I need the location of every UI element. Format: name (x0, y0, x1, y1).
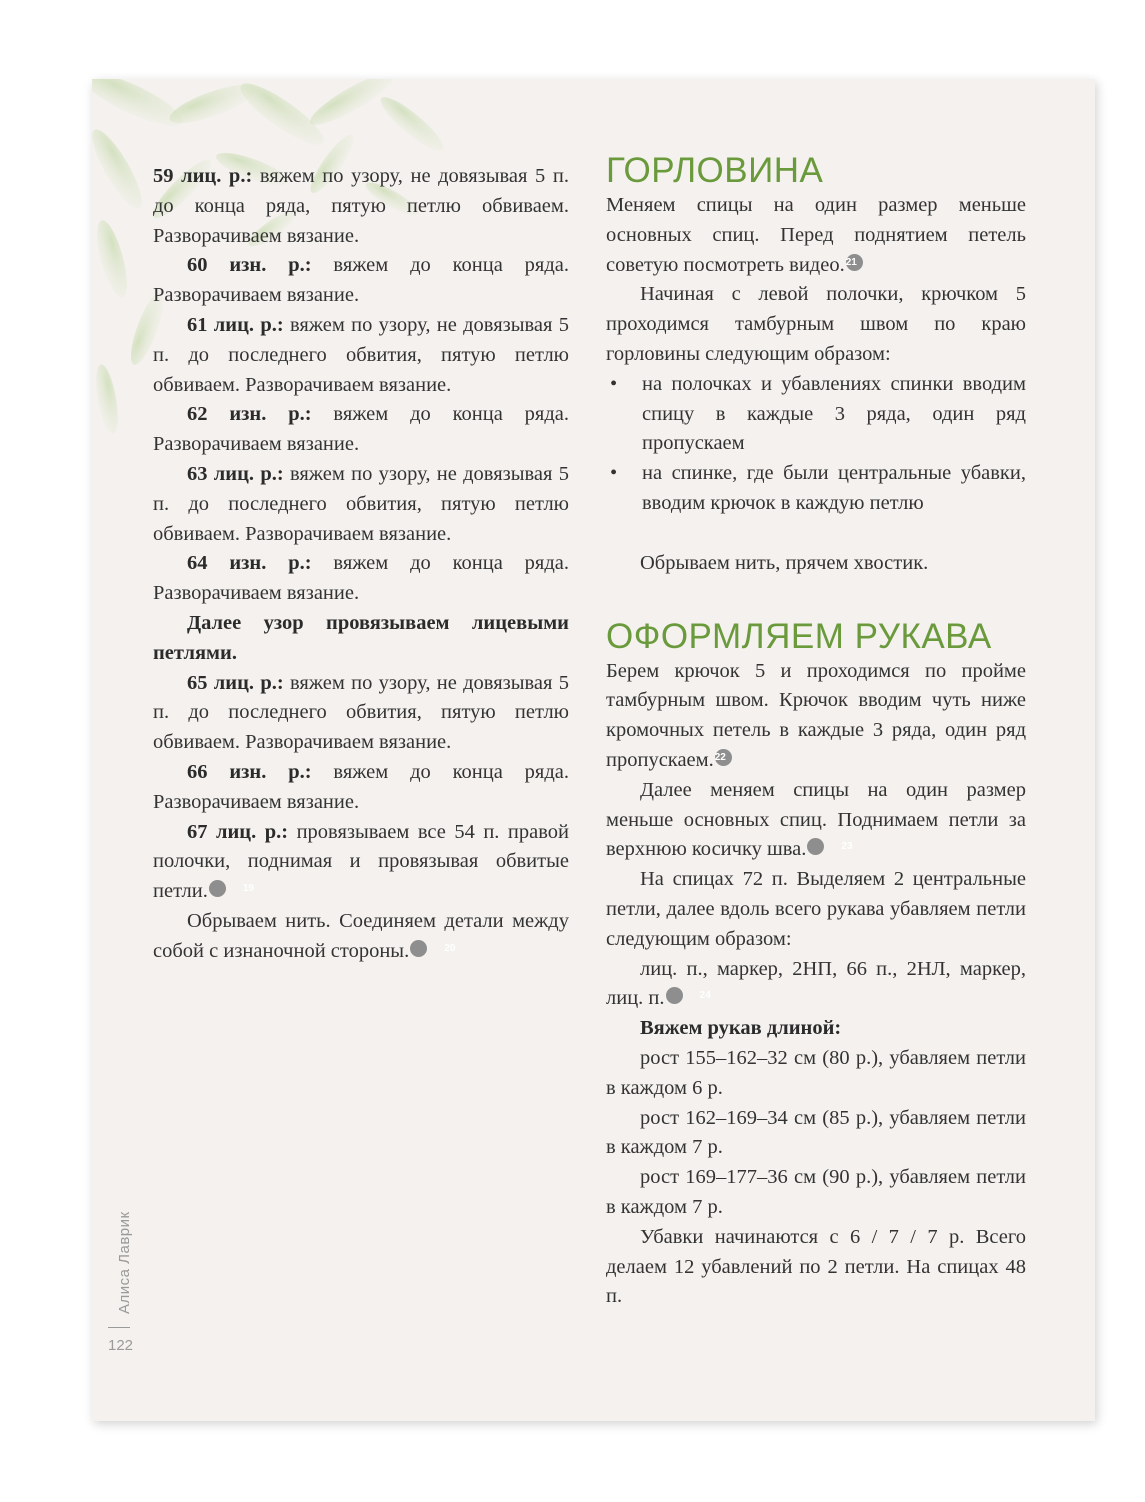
page-number: 122 (108, 1337, 134, 1354)
photo-ref-badge: 24 (666, 987, 683, 1004)
row-64: 64 изн. р.: вяжем до конца ряда. Разворачиваем вязание. (153, 552, 570, 605)
row-62: 62 изн. р.: вяжем до конца ряда. Разворачиваем вязание. (153, 403, 570, 456)
size-option: рост 169–177–36 см (90 р.), убавляем петли в каждом 7 р. (606, 1166, 1026, 1218)
photo-ref-badge: 19 (209, 880, 226, 897)
neckline-intro: Меняем спицы на один размер меньше основных спиц. Перед поднятием петель советую посмотреть видео.21 (606, 194, 1026, 276)
sleeve-length-title: Вяжем рукав длиной: (640, 1017, 842, 1040)
bullet-icon: • (610, 462, 618, 485)
page-footer (108, 1164, 140, 1421)
neckline-heading: ГОРЛОВИНА (606, 151, 824, 190)
right-column (606, 151, 1026, 1312)
bullet-icon: • (610, 372, 618, 395)
sleeves-decrease: На спицах 72 п. Выделяем 2 центральные петли, далее вдоль всего рукава убавляем петли следующим образом: (606, 868, 1026, 950)
sleeves-summary: Убавки начинаются с 6 / 7 / 7 р. Всего делаем 12 убавлений по 2 петли. На спицах 48 п. (606, 1225, 1026, 1308)
divider (108, 1327, 130, 1328)
pattern-note: Далее узор провязываем лицевыми петлями. (153, 611, 569, 664)
list-item: • на полочках и убавлениях спинки вводим спицу в каждые 3 ряда, один ряд пропускаем (606, 370, 1026, 459)
assembly-paragraph: Обрываем нить. Соединяем детали между собой с изнаночной стороны. 20 (153, 909, 569, 962)
neckline-finish: Обрываем нить, прячем хвостик. (640, 551, 929, 574)
spacer (606, 579, 1026, 617)
neckline-bullet-list (606, 370, 1026, 519)
sleeves-needles: Далее меняем спицы на один размер меньше основных спиц. Поднимаем петли за верхнюю косичку шва. 23 (606, 778, 1026, 861)
neckline-method: Начиная с левой полочки, крючком 5 проходимся тамбурным швом по краю горловины следующим образом: (606, 283, 1026, 365)
row-61: 61 лиц. р.: вяжем по узору, не довязывая 5 п. до последнего обвития, пятую петлю обвиваем. Разворачиваем вязание. (153, 313, 569, 396)
author-name: Алиса Лаврик (116, 1211, 133, 1314)
photo-ref-badge: 23 (807, 838, 824, 855)
left-column (153, 162, 569, 967)
row-60: 60 изн. р.: вяжем до конца ряда. Разворачиваем вязание. (153, 254, 570, 307)
book-page (92, 79, 1095, 1421)
photo-ref-badge: 22 (715, 749, 732, 766)
row-67: 67 лиц. р.: провязываем все 54 п. правой полочки, поднимая и провязывая обвитые петли. 19 (153, 820, 569, 903)
sleeves-heading: ОФОРМЛЯЕМ РУКАВА (606, 616, 992, 656)
photo-ref-badge: 20 (410, 940, 427, 957)
sleeves-intro: Берем крючок 5 и проходимся по пройме тамбурным швом. Крючок вводим чуть ниже кромочных петель в каждые 3 ряда, один ряд пропускаем.22 (606, 659, 1026, 771)
spacer (606, 519, 1026, 549)
sleeves-formula: лиц. п., маркер, 2НП, 66 п., 2НЛ, маркер, лиц. п. 24 (606, 957, 1026, 1010)
size-option: рост 155–162–32 см (80 р.), убавляем петли в каждом 6 р. (606, 1046, 1026, 1099)
list-item: • на спинке, где были центральные убавки, вводим крючок в каждую петлю (606, 459, 1026, 519)
row-59: 59 лиц. р.: вяжем по узору, не довязывая 5 п. до конца ряда, пятую петлю обвиваем. Разворачиваем вязание. (153, 165, 569, 247)
size-option: рост 162–169–34 см (85 р.), убавляем петли в каждом 7 р. (606, 1106, 1026, 1159)
row-63: 63 лиц. р.: вяжем по узору, не довязывая 5 п. до последнего обвития, пятую петлю обвиваем. Разворачиваем вязание. (153, 462, 569, 545)
row-65: 65 лиц. р.: вяжем по узору, не довязывая 5 п. до последнего обвития, пятую петлю обвиваем. Разворачиваем вязание. (153, 671, 569, 754)
photo-ref-badge: 21 (846, 254, 863, 271)
row-66: 66 изн. р.: вяжем до конца ряда. Разворачиваем вязание. (153, 760, 570, 813)
